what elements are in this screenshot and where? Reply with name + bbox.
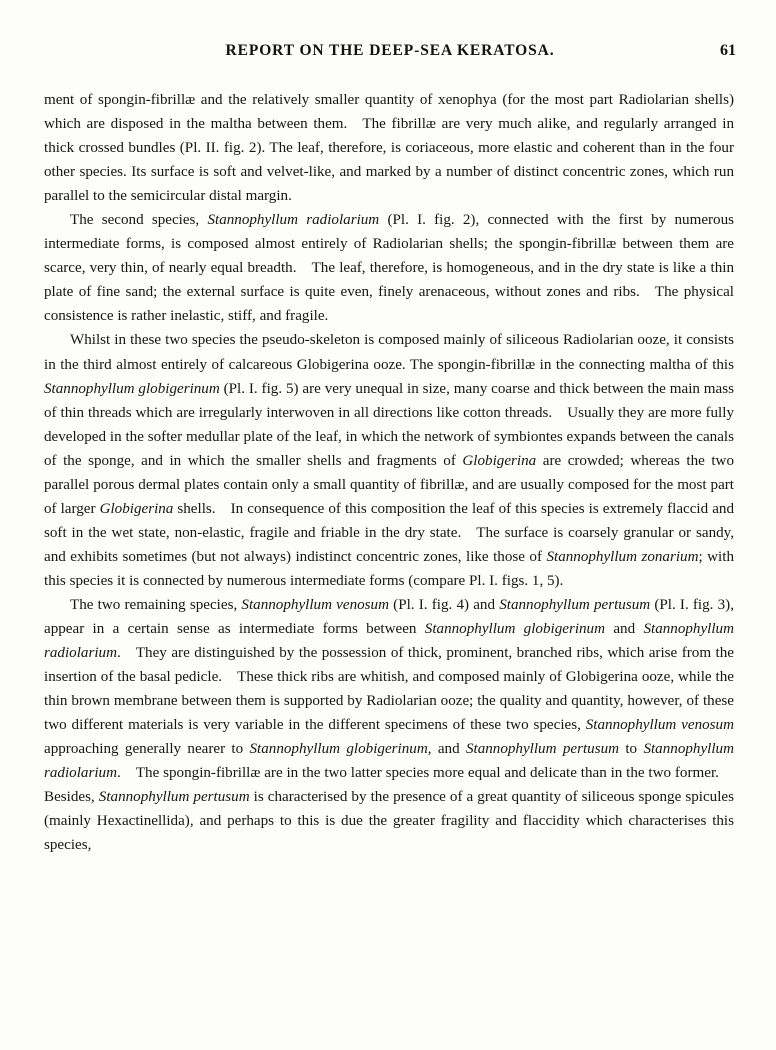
text-run: Whilst in these two species the pseudo-skeleton is composed mainly of siliceous Radiolarian ooze, it consists in the third almost entirely of calcareous Globigerina ooze. The spongin-fibrillæ in the connecting maltha of this	[44, 332, 734, 373]
species-name: Stannophyllum radiolarium	[44, 621, 735, 662]
running-title: REPORT ON THE DEEP-SEA KERATOSA.	[225, 42, 555, 59]
para-3	[44, 328, 734, 593]
para-2	[44, 208, 734, 328]
species-name: Stannophyllum venosum	[241, 596, 389, 613]
text-run: The two remaining species,	[70, 596, 242, 613]
species-name: Stannophyllum globigerinum	[424, 621, 606, 638]
species-name: Globigerina	[462, 452, 537, 469]
text-run: , and	[427, 741, 466, 758]
species-name: Stannophyllum globigerinum	[249, 741, 428, 758]
species-name: Stannophyllum pertusum	[499, 596, 651, 613]
species-name: Stannophyllum pertusum	[465, 741, 620, 758]
species-name: Stannophyllum radiolarium	[44, 741, 734, 782]
text-run: ment of spongin-fibrillæ and the relatively smaller quantity of xenophya (for the most part Radiolarian shells) which are disposed in the maltha between them. The fibrillæ are very much alike, and regularly arranged in thick crossed bundles (Pl. II. fig. 2). The leaf, therefore, is coriaceous, more elastic and coherent than in the four other species. Its surface is soft and velvet-like, and marked by a number of distinct concentric zones, which run parallel to the semicircular distal margin.	[44, 92, 734, 205]
text-run: (Pl. I. fig. 5) are very unequal in size, many coarse and thick between the main mass of thin threads which are irregularly interwoven in all directions like cotton threads. Usually they are more fully developed in the softer medullar plate of the leaf, in which the network of symbiontes expands between the canals of the sponge, and in which the smaller shells and fragments of	[44, 380, 734, 469]
text-run: approaching generally nearer to	[44, 741, 250, 758]
text-run: The second species,	[70, 212, 208, 229]
text-run: (Pl. I. fig. 2), connected with the first by numerous intermediate forms, is composed almost entirely of Radiolarian shells; the spongin-fibrillæ between them are scarce, very thin, of nearly equal breadth. The leaf, therefore, is homogeneous, and in the dry state is like a thin plate of fine sand; the external surface is quite even, finely arenaceous, without zones and ribs. The physical consistence is rather inelastic, stiff, and fragile.	[44, 212, 735, 325]
text-run: (Pl. I. fig. 4) and	[388, 596, 500, 613]
text-run: . They are distinguished by the possession of thick, prominent, branched ribs, which arise from the insertion of the basal pedicle. These thick ribs are whitish, and composed mainly of Globigerina ooze, while the thin brown membrane between them is supported by Radiolarian ooze; the quality and quantity, however, of these two different materials is very variable in the different specimens of these two species,	[44, 645, 734, 734]
text-run: to	[619, 741, 644, 758]
species-name: Stannophyllum globigerinum	[44, 380, 220, 397]
species-name: Globigerina	[99, 500, 174, 517]
text-run: shells. In consequence of this composition the leaf of this species is extremely flaccid and soft in the wet state, non-elastic, fragile and friable in the dry state. The surface is coarsely granular or sandy, and exhibits sometimes (but not always) indistinct concentric zones, like those of	[44, 500, 734, 565]
text-run: ; with this species it is connected by numerous intermediate forms (compare Pl. I. figs. 1, 5).	[44, 548, 734, 589]
species-name: Stannophyllum radiolarium	[207, 212, 380, 229]
text-run: . The spongin-fibrillæ are in the two latter species more equal and delicate than in the two former. Besides,	[44, 765, 734, 806]
text-run: are crowded; whereas the two parallel porous dermal plates contain only a small quantity of fibrillæ, and are usually composed for the most part of larger	[44, 452, 735, 517]
text-run: and	[605, 621, 644, 638]
species-name: Stannophyllum pertusum	[98, 789, 250, 806]
text-run: is characterised by the presence of a great quantity of siliceous sponge spicules (mainly Hexactinellida), and perhaps to this is due the greater fragility and flaccidity which characterises this species,	[44, 789, 734, 854]
species-name: Stannophyllum zonarium	[546, 548, 699, 565]
page-header	[44, 42, 736, 64]
body-text	[44, 88, 734, 858]
text-run: (Pl. I. fig. 3), appear in a certain sense as intermediate forms between	[44, 596, 734, 638]
para-4	[44, 593, 734, 858]
para-1	[44, 88, 734, 208]
page-number: 61	[720, 42, 736, 59]
species-name: Stannophyllum venosum	[585, 717, 734, 734]
